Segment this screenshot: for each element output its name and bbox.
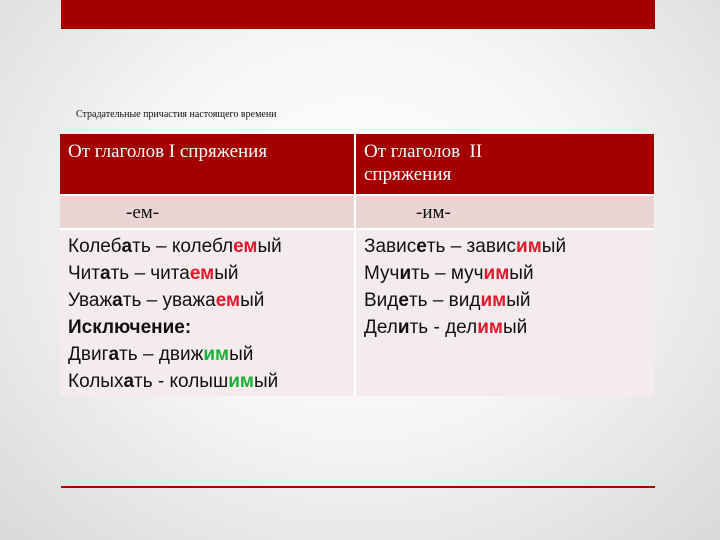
verb-stem: Завис [364,236,417,257]
ending: ый [509,263,534,284]
header-second-conjugation-line2: спряжения [364,164,452,185]
example-line [364,260,646,287]
verb-stem: Колых [68,371,124,392]
verb-stem: Колеб [68,236,122,257]
suffix-highlight: ем [233,236,258,257]
participle-stem: ть – чита [110,263,190,284]
participle-stem: ть – муч [411,263,484,284]
top-accent-bar [61,0,655,29]
participle-stem: ть – завис [426,236,517,257]
participle-stem: ть – движ [119,344,204,365]
bottom-divider-line [61,486,655,488]
verb-vowel: е [416,236,427,257]
suffix-highlight: им [477,317,503,338]
participle-stem: ть – вид [408,290,481,311]
example-line [68,233,350,260]
example-line [68,260,350,287]
header-second-conjugation [356,134,654,194]
verb-vowel: а [112,290,123,311]
ending: ый [502,317,528,338]
ending: ый [253,371,279,392]
example-line [364,314,646,341]
ending: ый [240,290,265,311]
exception-label: Исключение: [68,317,192,338]
verb-stem: Двиг [68,344,109,365]
example-line [364,287,646,314]
verb-stem: Уваж [68,290,113,311]
verb-vowel: е [398,290,409,311]
participle-stem: ть - дел [409,317,478,338]
ending: ый [541,236,567,257]
participle-stem: ть – колебл [132,236,234,257]
slide-subtitle: Страдательные причастия настоящего времени [76,109,277,120]
suffix-highlight: им [203,344,230,365]
header-first-conjugation-text: От глаголов I спряжения [68,141,268,162]
suffix-highlight: им [516,236,542,257]
second-conjugation-examples [356,228,654,396]
suffix-highlight: им [480,290,507,311]
suffix-highlight: ем [215,290,241,311]
table-header-row [60,134,654,194]
suffix-row [60,194,654,228]
suffix-highlight: им [483,263,510,284]
ending: ый [506,290,531,311]
suffix-em: -ем- [60,194,356,228]
example-line [68,368,350,395]
ending: ый [214,263,239,284]
participle-stem: ть – уважа [122,290,216,311]
ending: ый [229,344,254,365]
verb-vowel: и [399,263,412,284]
suffix-highlight: ем [189,263,215,284]
header-second-conjugation-line1: От глаголов II [364,141,483,162]
verb-vowel: а [108,344,120,365]
example-line [68,287,350,314]
conjugation-table [60,134,654,396]
suffix-im: -им- [356,194,654,228]
verb-stem: Муч [364,263,400,284]
verb-stem: Вид [364,290,399,311]
verb-vowel: а [121,236,133,257]
verb-stem: Дел [364,317,398,338]
participle-stem: ть - колыш [134,371,229,392]
examples-row [60,228,654,396]
verb-stem: Чит [68,263,100,284]
example-line [68,341,350,368]
first-conjugation-examples [60,228,356,396]
example-line [364,233,646,260]
ending: ый [257,236,282,257]
verb-vowel: а [123,371,135,392]
verb-vowel: а [99,263,111,284]
verb-vowel: и [397,317,410,338]
header-first-conjugation [60,134,356,194]
suffix-highlight: им [228,371,254,392]
